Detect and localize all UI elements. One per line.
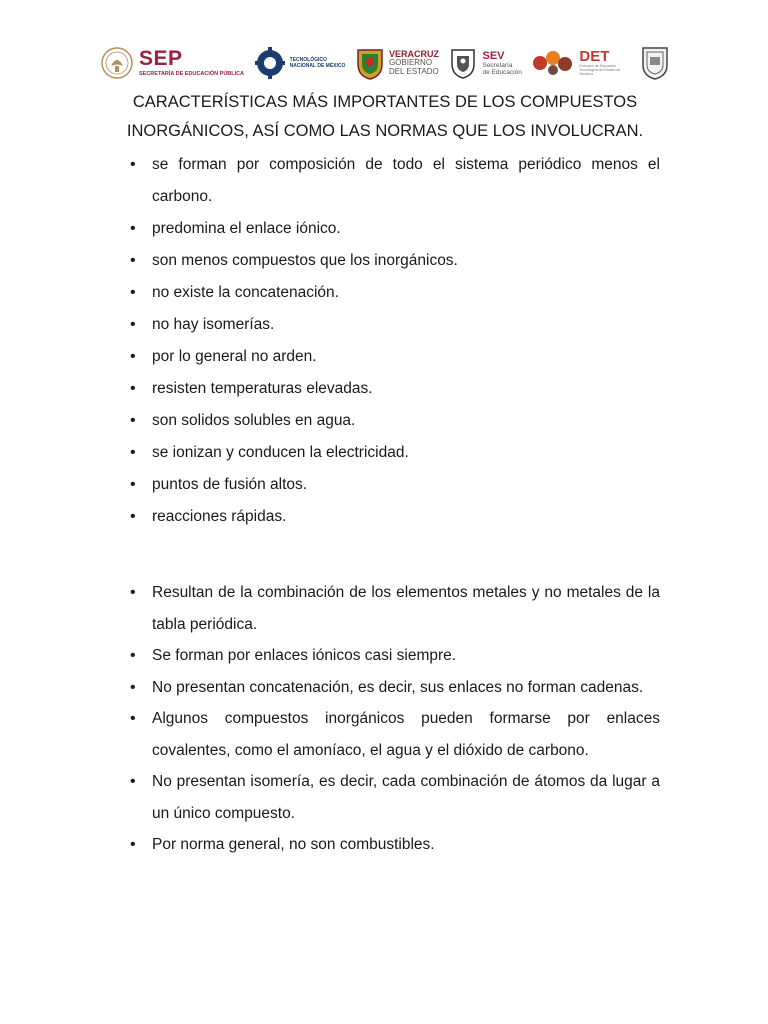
list-item: • no hay isomerías. bbox=[110, 309, 660, 341]
list-item: • reacciones rápidas. bbox=[110, 501, 660, 533]
mexico-eagle-seal-icon bbox=[100, 46, 134, 80]
list-item: • Algunos compuestos inorgánicos pueden formarse por enlaces covalentes, como el amoníaco, el agua y el dióxido de carbono. bbox=[110, 703, 660, 766]
list-item: • resisten temperaturas elevadas. bbox=[110, 373, 660, 405]
tecnm-logo bbox=[255, 46, 346, 80]
header-logos bbox=[100, 40, 670, 86]
norms-list bbox=[110, 577, 660, 861]
det-logo-subtitle: Dirección de Educación Tecnológica del Estado de Veracruz bbox=[579, 64, 621, 77]
det-flower-icon bbox=[532, 48, 574, 78]
characteristics-list bbox=[110, 149, 660, 533]
tecnm-logo-line1: TECNOLÓGICO bbox=[289, 57, 327, 63]
veracruz-shield-icon bbox=[356, 46, 384, 80]
veracruz-logo bbox=[356, 46, 439, 80]
veracruz-logo-line2: GOBIERNO bbox=[388, 58, 433, 68]
page-title-line1: CARACTERÍSTICAS MÁS IMPORTANTES DE LOS COMPUESTOS bbox=[132, 93, 638, 111]
school-shield-logo bbox=[640, 45, 670, 81]
sev-logo-title: SEV bbox=[482, 49, 505, 62]
list-item: • puntos de fusión altos. bbox=[110, 469, 660, 501]
sep-logo-title: SEP bbox=[139, 47, 183, 71]
list-item: • por lo general no arden. bbox=[110, 341, 660, 373]
list-item: • son solidos solubles en agua. bbox=[110, 405, 660, 437]
list-item: • Resultan de la combinación de los elementos metales y no metales de la tabla periódica. bbox=[110, 577, 660, 640]
tecnm-logo-line2: NACIONAL DE MÉXICO bbox=[289, 63, 346, 69]
det-logo bbox=[532, 48, 629, 78]
list-item: • predomina el enlace iónico. bbox=[110, 213, 660, 245]
list-item: • se forman por composición de todo el sistema periódico menos el carbono. bbox=[110, 149, 660, 213]
sev-logo-line2: de Educación bbox=[482, 69, 522, 77]
list-item: • se ionizan y conducen la electricidad. bbox=[110, 437, 660, 469]
sev-logo-line1: Secretaría bbox=[482, 61, 513, 69]
list-item: • No presentan concatenación, es decir, sus enlaces no forman cadenas. bbox=[110, 672, 660, 704]
school-shield-icon bbox=[640, 45, 670, 81]
list-item: • No presentan isomería, es decir, cada combinación de átomos da lugar a un único compuesto. bbox=[110, 766, 660, 829]
list-item: • son menos compuestos que los inorgánicos. bbox=[110, 245, 660, 277]
veracruz-logo-line3: DEL ESTADO bbox=[388, 66, 439, 76]
sev-logo bbox=[449, 46, 521, 80]
list-item: • no existe la concatenación. bbox=[110, 277, 660, 309]
tecnm-gear-icon bbox=[255, 46, 285, 80]
page-title-line2: INORGÁNICOS, ASÍ COMO LAS NORMAS QUE LOS INVOLUCRAN. bbox=[126, 122, 644, 140]
sep-logo-subtitle: SECRETARÍA DE EDUCACIÓN PÚBLICA bbox=[139, 71, 245, 78]
list-item: • Por norma general, no son combustibles. bbox=[110, 829, 660, 861]
page-title bbox=[100, 88, 670, 146]
veracruz-logo-line1: VERACRUZ bbox=[388, 48, 439, 59]
sev-shield-icon bbox=[449, 46, 477, 80]
sep-logo bbox=[100, 46, 244, 80]
list-item: • Se forman por enlaces iónicos casi siempre. bbox=[110, 640, 660, 672]
det-logo-title: DET bbox=[579, 47, 610, 65]
